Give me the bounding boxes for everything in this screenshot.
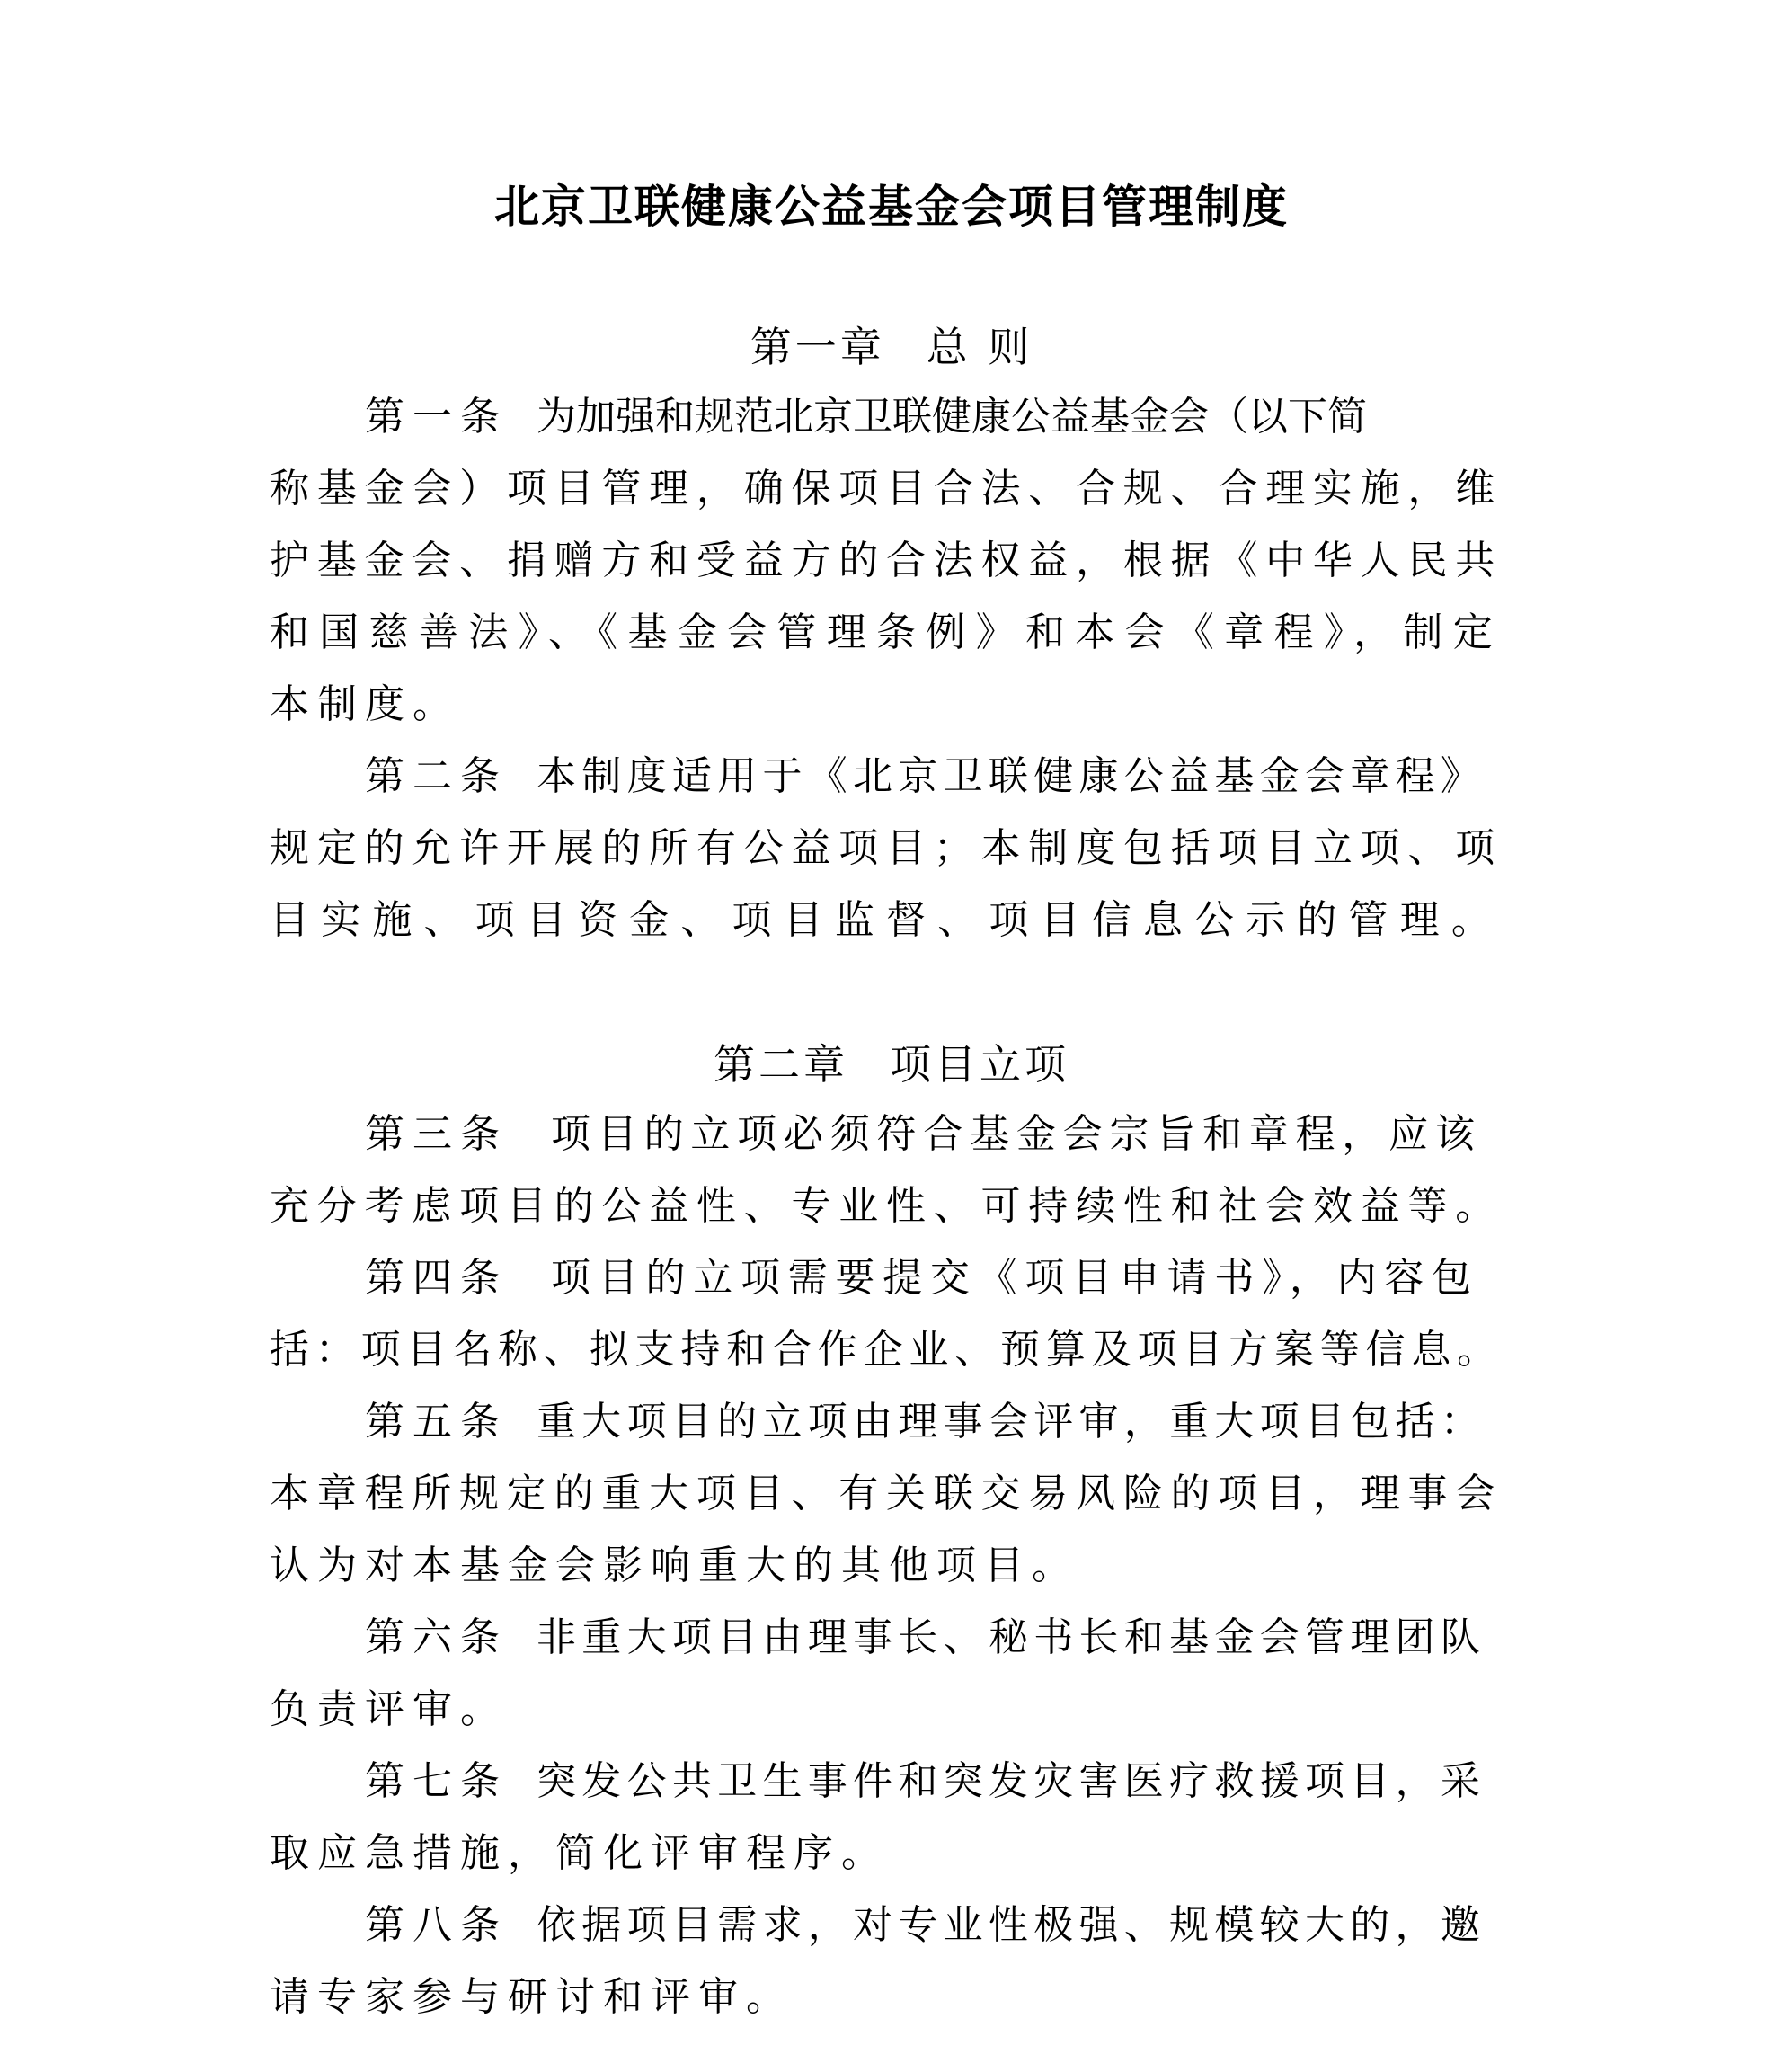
article-line: 本章程所规定的重大项目、有关联交易风险的项目，理事会 — [270, 1471, 1503, 1516]
article-line: 负责评审。 — [270, 1686, 508, 1732]
article-line — [365, 1107, 1482, 1161]
article-line: 护基金会、捐赠方和受益方的合法权益，根据《中华人民共 — [270, 538, 1503, 583]
chapter-2-number: 第二章 — [714, 1040, 848, 1089]
article-line: 认为对本基金会影响重大的其他项目。 — [270, 1543, 1079, 1588]
article-line: 规定的允许开展的所有公益项目；本制度包括项目立项、项 — [270, 825, 1503, 871]
document-title: 北京卫联健康公益基金会项目管理制度 — [494, 180, 1289, 233]
article-label: 第二条 — [365, 753, 508, 799]
chapter-1-title: 总 则 — [926, 323, 1033, 371]
article-text: 项目的立项需要提交《项目申请书》，内容包 — [551, 1255, 1479, 1301]
article-line: 本制度。 — [270, 681, 460, 727]
article-label: 第七条 — [365, 1758, 508, 1804]
article-line — [365, 1395, 1486, 1449]
article-label: 第八条 — [365, 1902, 508, 1948]
article-line: 充分考虑项目的公益性、专业性、可持续性和社会效益等。 — [270, 1183, 1503, 1229]
article-label: 第六条 — [365, 1614, 508, 1660]
article-text: 突发公共卫生事件和突发灾害医疗救援项目，采 — [537, 1758, 1486, 1804]
article-line: 称基金会）项目管理，确保项目合法、合规、合理实施，维 — [270, 466, 1503, 511]
article-line: 括：项目名称、拟支持和合作企业、预算及项目方案等信息。 — [270, 1327, 1503, 1373]
article-text: 依据项目需求，对专业性极强、规模较大的，邀 — [537, 1902, 1486, 1948]
chapter-1-number: 第一章 — [750, 323, 885, 371]
article-label: 第三条 — [365, 1111, 508, 1157]
article-line — [365, 1899, 1486, 1952]
article-text: 为加强和规范北京卫联健康公益基金会（以下简 — [537, 394, 1367, 440]
chapter-2-heading — [0, 1032, 1783, 1091]
article-line: 目实施、项目资金、项目监督、项目信息公示的管理。 — [270, 897, 1503, 943]
article-text: 项目的立项必须符合基金会宗旨和章程，应该 — [551, 1111, 1482, 1157]
article-line — [365, 1251, 1479, 1305]
article-line: 请专家参与研讨和评审。 — [270, 1974, 794, 2020]
article-line: 取应急措施，简化评审程序。 — [270, 1830, 889, 1876]
article-line: 和国慈善法》、《基金会管理条例》和本会《章程》，制定 — [270, 609, 1503, 655]
article-line — [365, 390, 1503, 444]
article-text: 非重大项目由理事长、秘书长和基金会管理团队 — [537, 1614, 1486, 1660]
article-text: 本制度适用于《北京卫联健康公益基金会章程》 — [537, 753, 1486, 799]
chapter-2-title: 项目立项 — [890, 1040, 1069, 1089]
article-line — [365, 1755, 1486, 1809]
article-label: 第五条 — [365, 1399, 508, 1445]
article-label: 第四条 — [365, 1255, 508, 1301]
article-line — [365, 750, 1486, 804]
article-line — [365, 1611, 1486, 1665]
chapter-1-heading — [0, 315, 1783, 374]
article-text: 重大项目的立项由理事会评审，重大项目包括： — [537, 1399, 1486, 1445]
article-label: 第一条 — [365, 394, 508, 440]
